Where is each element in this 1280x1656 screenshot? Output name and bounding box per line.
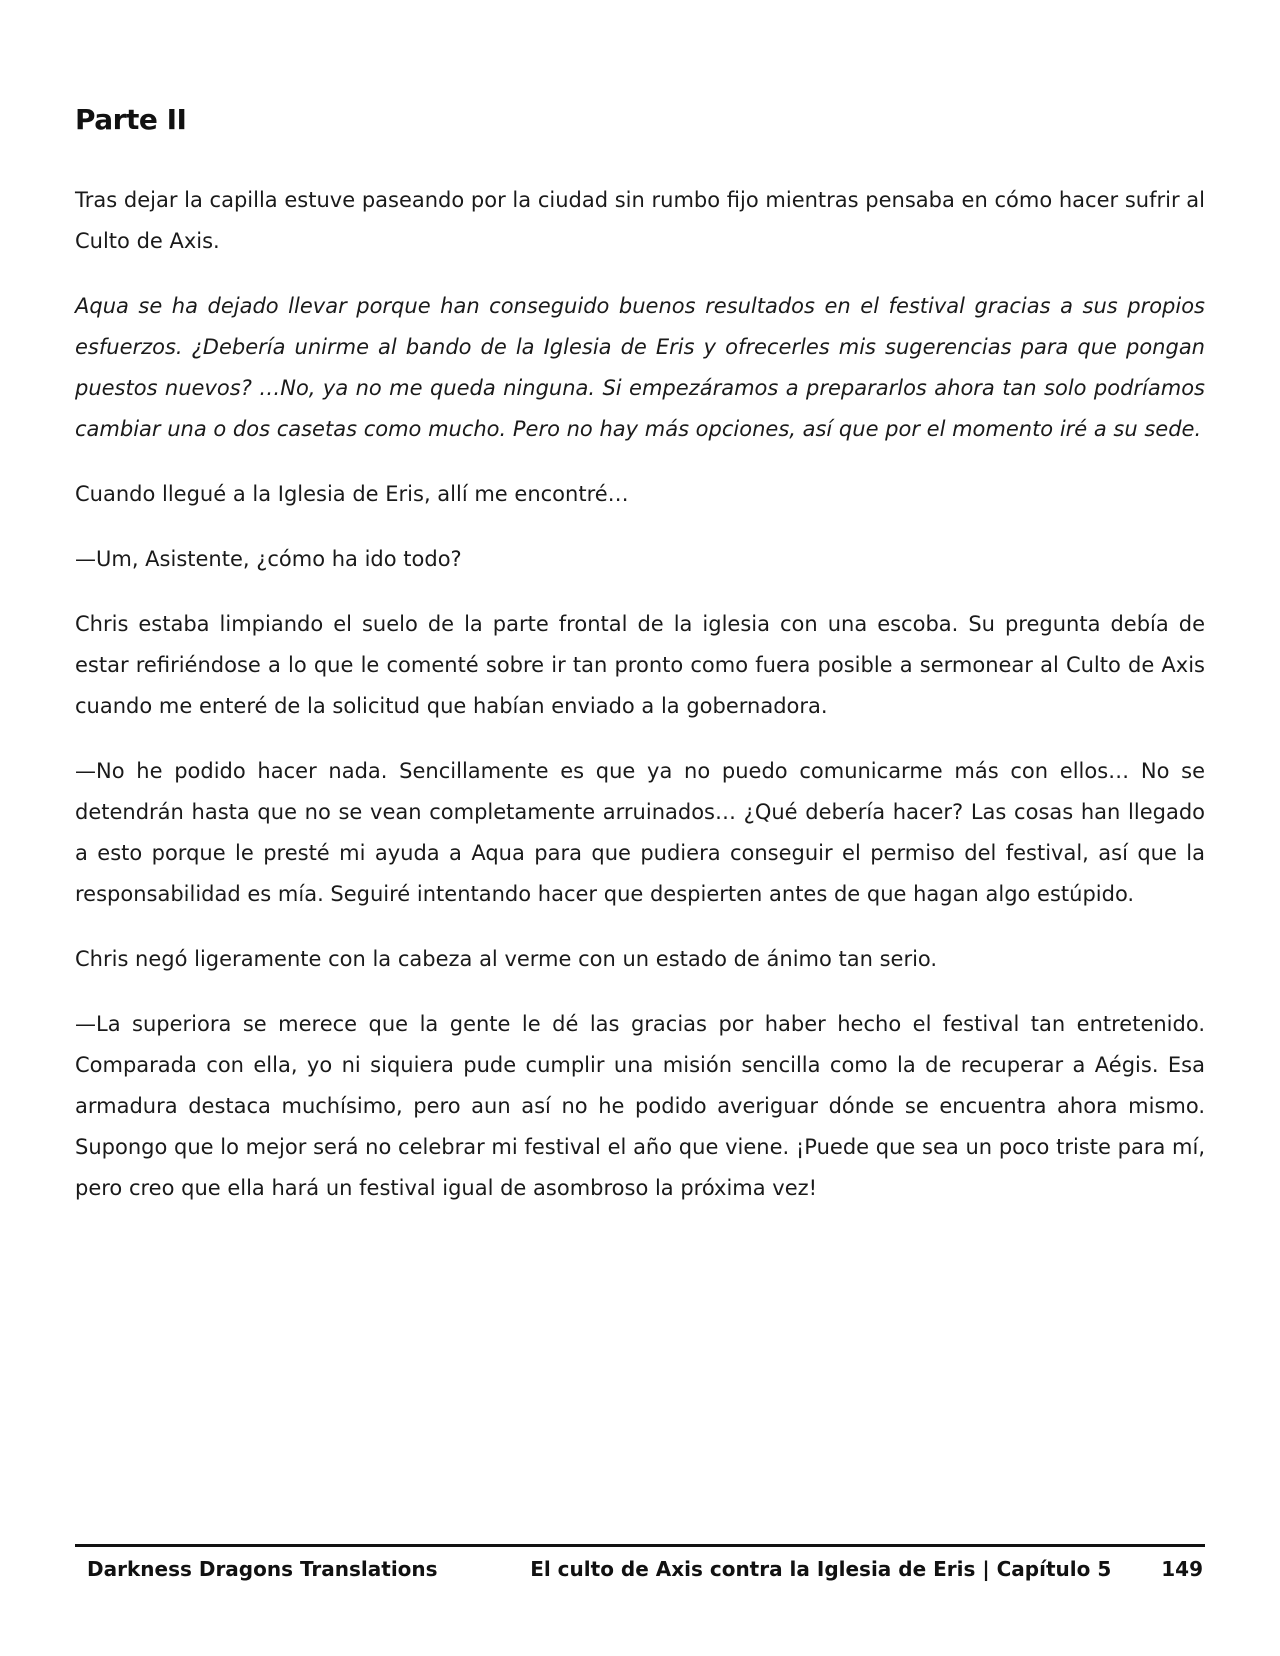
paragraph-2-thought: Aqua se ha dejado llevar porque han conseguido buenos resultados en el festival gracias a sus propios esfuerzos. ¿Debería unirme al bando de la Iglesia de Eris y ofrecerles mis sugerencias para que pongan puestos nuevos? …No, ya no me queda ninguna. Si empezáramos a prepararlos ahora tan solo podríamos cambiar una o dos casetas como mucho. Pero no hay más opciones, así que por el momento iré a su sede. [75,294,1205,441]
page-number: 149 [1161,1557,1203,1581]
paragraph-8-dialogue: —La superiora se merece que la gente le dé las gracias por haber hecho el festival tan entretenido. Comparada con ella, yo ni siquiera pude cumplir una misión sencilla como la de recuperar a Aégis. Esa armadura destaca muchísimo, pero aun así no he podido averiguar dónde se encuentra ahora mismo. Supongo que lo mejor será no celebrar mi festival el año que viene. ¡Puede que sea un poco triste para mí, pero creo que ella hará un festival igual de asombroso la próxima vez! [75,1012,1205,1200]
footer-right-group [530,1557,1205,1581]
footer-row [75,1547,1205,1581]
paragraph-4-dialogue: —Um, Asistente, ¿cómo ha ido todo? [75,547,462,571]
document-page [75,0,1205,1656]
footer-chapter-title: El culto de Axis contra la Iglesia de Eris | Capítulo 5 [530,1557,1112,1581]
section-heading: Parte II [75,103,187,136]
paragraph-7: Chris negó ligeramente con la cabeza al verme con un estado de ánimo tan serio. [75,947,938,971]
paragraph-1: Tras dejar la capilla estuve paseando por la ciudad sin rumbo fijo mientras pensaba en cómo hacer sufrir al Culto de Axis. [75,188,1205,253]
paragraph-3: Cuando llegué a la Iglesia de Eris, allí me encontré… [75,482,629,506]
paragraph-6-dialogue: —No he podido hacer nada. Sencillamente es que ya no puedo comunicarme más con ellos… No se detendrán hasta que no se vean completamente arruinados… ¿Qué debería hacer? Las cosas han llegado a esto porque le presté mi ayuda a Aqua para que pudiera conseguir el permiso del festival, así que la responsabilidad es mía. Seguiré intentando hacer que despierten antes de que hagan algo estúpido. [75,759,1205,906]
page-footer [75,1544,1205,1581]
body-text [75,180,1205,1233]
paragraph-5: Chris estaba limpiando el suelo de la parte frontal de la iglesia con una escoba. Su pregunta debía de estar refiriéndose a lo que le comenté sobre ir tan pronto como fuera posible a sermonear al Culto de Axis cuando me enteré de la solicitud que habían enviado a la gobernadora. [75,612,1205,718]
footer-translator: Darkness Dragons Translations [87,1557,438,1581]
